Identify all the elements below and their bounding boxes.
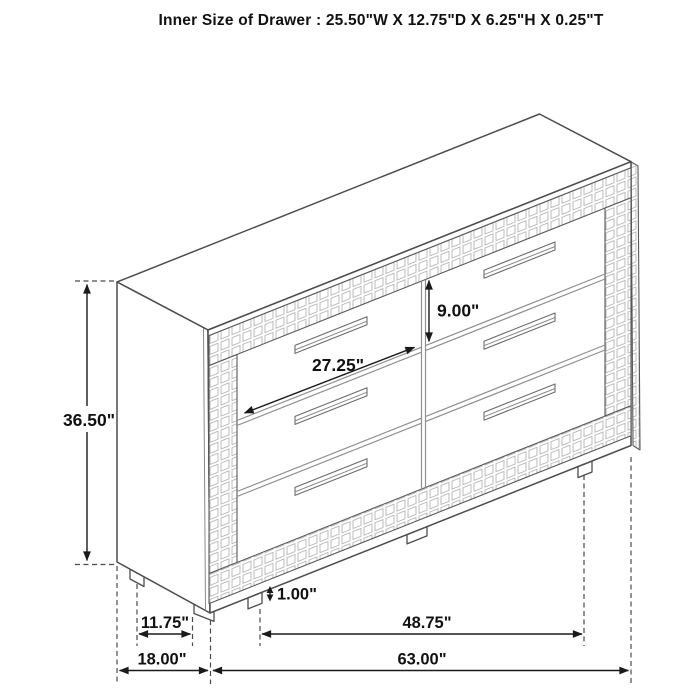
dimension-label-side-feet-spacing: 11.75" — [140, 614, 190, 632]
texture-left-stile — [209, 355, 237, 574]
page-title: Inner Size of Drawer : 25.50"W X 12.75"D X 6.25"H X 0.25"T — [158, 12, 604, 29]
dimension-overall-width — [213, 651, 629, 671]
dimension-front-feet-spacing — [262, 614, 582, 634]
dimension-label-overall-width: 63.00" — [397, 650, 447, 669]
dimension-label-front-feet-spacing: 48.75" — [402, 614, 452, 632]
texture-right-stile — [605, 198, 631, 416]
dimension-label-overall-height: 36.50" — [62, 410, 116, 430]
dimension-label-foot-height: 1.00" — [277, 585, 317, 604]
dimension-label-drawer-height: 9.00" — [437, 300, 480, 321]
dresser-drawing — [117, 114, 640, 621]
dimension-overall-depth — [120, 651, 209, 671]
dresser-left-side-panel — [117, 282, 210, 613]
dimension-overall-height — [63, 285, 115, 561]
dresser-right-side-edge — [631, 162, 640, 450]
dimension-side-feet-spacing — [139, 614, 191, 634]
dimension-label-overall-depth: 18.00" — [137, 650, 187, 669]
dimension-label-drawer-width: 27.25" — [311, 355, 365, 375]
